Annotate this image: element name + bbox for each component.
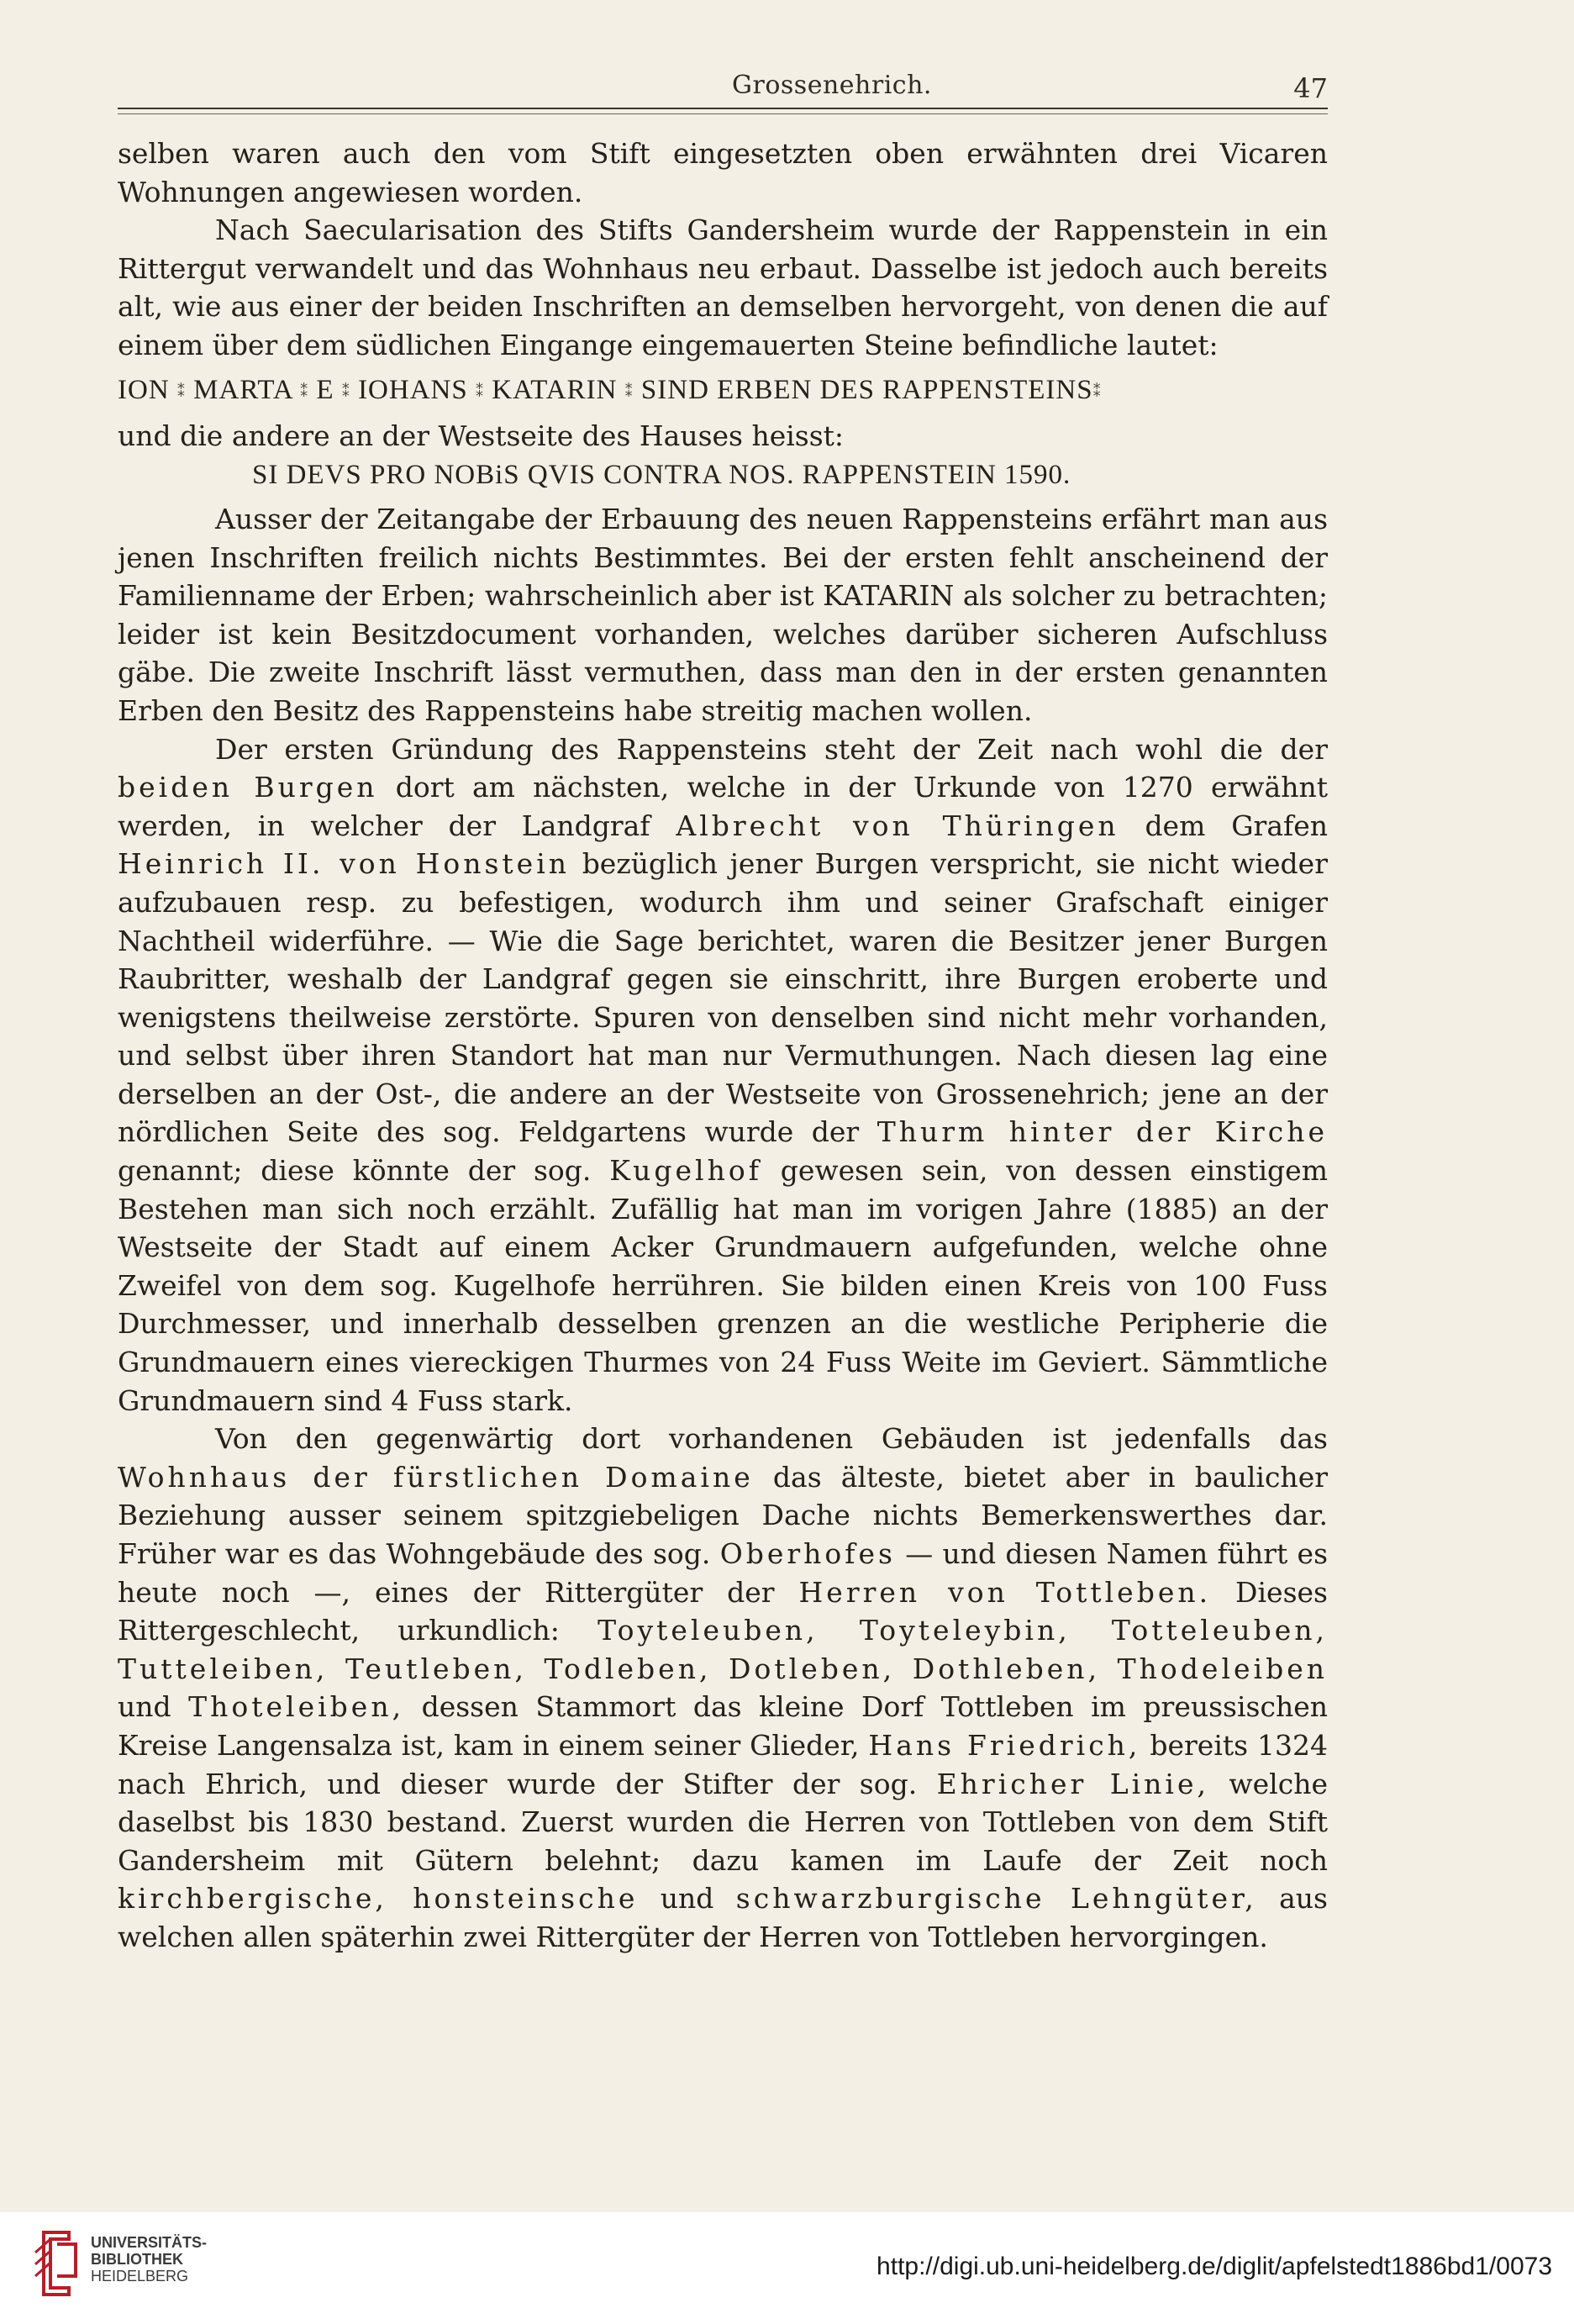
text-run: bezüglich jener Burgen verspricht, sie nicht wieder aufzubauen resp. zu befestigen, wodurch ihm und seiner Grafschaft einiger Nachtheil widerführe. — Wie die Sage berichtet, waren die Besitzer jener Burgen Raubritter, weshalb der Landgraf gegen sie einschritt, ihre Burgen eroberte und wenigstens theilweise zerstörte. Spuren von denselben sind nicht mehr vorhanden, und selbst über ihren Standort hat man nur Vermuthungen. Nach diesen lag eine derselben an der Ost-, die andere an der Westseite von Grossenehrich; jene an der nördlichen Seite des sog. Feldgartens wurde der [118,847,1328,1149]
text-run: und [660,1882,714,1916]
text-run: welche daselbst bis 1830 bestand. Zuerst wurden die Herren von Tottleben von dem Stift Gandersheim mit Gütern belehnt; dazu kamen im Laufe der Zeit noch [118,1767,1329,1877]
library-line-3: HEIDELBERG [91,2268,189,2284]
spaced-text: beiden Burgen [118,771,378,804]
spaced-text: Oberhofes [719,1537,896,1570]
header-rule-thin [118,113,1328,114]
text-run: dort am nächsten, welche in der Urkunde von 1270 erwähnt werden, in welcher der Landgraf [118,771,1328,842]
running-title: Grossenehrich. [732,71,932,100]
inscription-2: SI DEVS PRO NOBiS QVIS CONTRA NOS. RAPPENSTEIN 1590. [252,460,1071,491]
spaced-text: Wohnhaus der fürstlichen Domaine [118,1460,754,1494]
paragraph-1: selben waren auch den vom Stift eingesetzten oben erwähnten drei Vicaren Wohnungen angewiesen worden. [118,137,1328,208]
spaced-text: kirchbergische, honsteinsche [118,1882,639,1916]
text-run: Der ersten Gründung des Rappensteins steht der Zeit nach wohl die der [215,732,1328,766]
library-logo-icon [32,2227,82,2300]
text-run: genannt; diese könnte der sog. [118,1154,592,1188]
source-url[interactable]: http://digi.ub.uni-heidelberg.de/diglit/apfelstedt1886bd1/0073 [876,2253,1552,2280]
inscription-word: MARTA [193,374,292,405]
inscription-word: SIND ERBEN DES RAPPENSTEINS [640,374,1093,405]
paragraph-2: Nach Saecularisation des Stifts Gandersheim wurde der Rappenstein in ein Rittergut verwandelt und das Wohnhaus neu erbaut. Dasselbe ist jedoch auch bereits alt, wie aus einer der beiden Inschriften an demselben hervorgeht, von denen die auf einem über dem südlichen Eingange eingemauerten Steine befindliche lautet: [118,213,1328,361]
spaced-text: Albrecht von Thüringen [676,809,1119,842]
text-run: dessen Stammort das kleine Dorf Tottleben im preussischen Kreise Langensalza ist, kam in einem seiner Glieder, [118,1690,1328,1762]
library-line-1: UNIVERSITÄTS- [91,2234,208,2251]
paragraph-3: und die andere an der Westseite des Hauses heisst: [118,419,845,452]
ornament-icon: ⁑ [624,382,634,400]
spaced-text: Herren von Tottleben. [798,1575,1212,1609]
paragraph-4: Ausser der Zeitangabe der Erbauung des neuen Rappensteins erfährt man aus jenen Inschriften freilich nichts Bestimmtes. Bei der ersten fehlt anscheinend der Familienname der Erben; wahrscheinlich aber ist KATARIN als solcher zu betrachten; leider ist kein Besitzdocument vorhanden, welches darüber sicheren Aufschluss gäbe. Die zweite Inschrift lässt vermuthen, dass man den in der ersten genannten Erben den Besitz des Rappensteins habe streitig machen wollen. [118,502,1328,727]
library-name [91,2234,207,2284]
paragraph-6 [118,1420,1328,1956]
header-rule [118,108,1328,109]
ornament-icon: ⁑ [300,382,309,400]
text-run: dem Grafen [1145,809,1329,842]
library-line-2: BIBLIOTHEK [91,2251,183,2268]
text-run: und [118,1690,171,1724]
ornament-icon: ⁑ [341,382,350,400]
spaced-text: Toyteleuben, Toyteleybin, Totteleuben, Tutteleiben, Teutleben, Todleben, Dotleben, Dothleben, Thodeleiben [118,1614,1329,1685]
text-run: — und diesen Namen führt es heute noch —, eines der Rittergüter der [118,1537,1329,1609]
body-text [118,134,1328,1957]
ornament-icon: ⁑ [475,382,484,400]
text-run: bereits 1324 nach Ehrich, und dieser wurde der Stifter der sog. [118,1728,1328,1800]
text-run: Von den gegenwärtig dort vorhandenen Gebäuden ist jedenfalls das [215,1422,1328,1456]
text-run: Dieses Rittergeschlecht, urkundlich: [118,1575,1328,1647]
spaced-text: schwarzburgische Lehngüter, [735,1882,1257,1916]
inscription-word: IOHANS [358,374,468,405]
text-run: gewesen sein, von dessen einstigem Bestehen man sich noch erzählt. Zufällig hat man im vorigen Jahre (1885) an der Westseite der Stadt auf einem Acker Grundmauern aufgefunden, welche ohne Zweifel von dem sog. Kugelhofe herrühren. Sie bilden einen Kreis von 100 Fuss Durchmesser, und innerhalb desselben grenzen an die westliche Peripherie die Grundmauern eines viereckigen Thurmes von 24 Fuss Weite im Geviert. Sämmtliche Grundmauern sind 4 Fuss stark. [118,1154,1328,1417]
spaced-text: Thurm hinter der Kirche [876,1115,1328,1149]
spaced-text: Thoteleiben, [188,1690,405,1724]
ornament-icon: ⁑ [1092,382,1102,400]
text-run: das älteste, bietet aber in baulicher Beziehung ausser seinem spitzgiebeligen Dache nichts Bemerkenswerthes dar. Früher war es das Wohngebäude des sog. [118,1460,1328,1570]
spaced-text: Kugelhof [609,1154,762,1188]
inscription-word: ION [118,374,170,405]
inscription-word: E [316,374,334,405]
text-run: aus welchen allen späterhin zwei Rittergüter der Herren von Tottleben hervorgingen. [118,1882,1328,1953]
spaced-text: Heinrich II. von Honstein [118,847,570,881]
ornament-icon: ⁑ [176,382,186,400]
footer-bar [0,2212,1574,2324]
spaced-text: Ehricher Linie, [936,1767,1209,1800]
page-number: 47 [1293,72,1328,104]
inscription-word: KATARIN [492,374,618,405]
paragraph-5 [118,730,1328,1420]
spaced-text: Hans Friedrich, [868,1728,1141,1762]
inscription-1 [118,365,1328,417]
page-header [118,66,1328,108]
